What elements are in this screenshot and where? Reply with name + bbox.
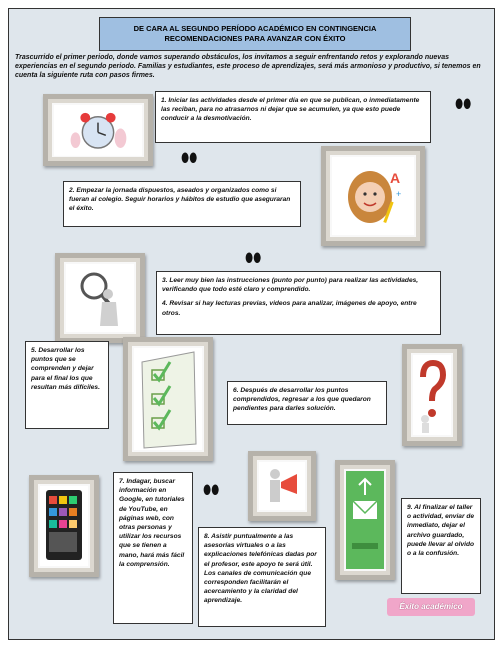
- footsteps-icon: ⬮⬮: [455, 96, 472, 111]
- infographic-page: [8, 8, 495, 640]
- title-line-2: RECOMENDACIONES PARA AVANZAR CON ÉXITO: [164, 34, 346, 43]
- student-girl-icon: [332, 157, 414, 235]
- email-icon: [346, 471, 384, 569]
- picture-frame-magnifier: [55, 253, 145, 343]
- tip-7-box: [113, 472, 193, 624]
- page-title: [99, 17, 411, 51]
- tip-1-text: 1. Iniciar las actividades desde el primer día en que se publican, o inmediatamente las reciban, para no atrasarnos ni dejar que se acumulen, ya que esto puede conducir a la desmotivación.: [161, 97, 420, 123]
- tip-5-text: 5. Desarrollar los puntos que se comprenden y dejar para el final los que resultan más difíciles.: [31, 347, 100, 391]
- picture-frame-checklist: [123, 337, 213, 461]
- tablet-icon: [40, 486, 88, 566]
- title-line-1: DE CARA AL SEGUNDO PERÍODO ACADÉMICO EN CONTINGENCIA: [133, 24, 377, 33]
- picture-frame-megaphone: [248, 451, 316, 521]
- tip-8-box: [198, 527, 326, 627]
- tip-1-box: [155, 91, 431, 143]
- tip-2-box: [63, 181, 301, 227]
- picture-frame-question: [402, 344, 462, 446]
- picture-frame-clock: [43, 94, 153, 166]
- picture-frame-email: [335, 460, 395, 580]
- megaphone-icon: [259, 462, 305, 510]
- tip-7-text: 7. Indagar, buscar información en Google, en tutoriales de YouTube, en páginas web, con otras personas y utilizar los recursos que se tienen a mano, hará más fácil la comprensión.: [119, 478, 185, 568]
- svg-text:A: A: [390, 170, 401, 186]
- tip-9-text: 9. Al finalizar el taller o actividad, enviar de inmediato, dejar el archivo guardado, puede llevar al olvido o a la confusión.: [407, 504, 475, 558]
- tip-8-text: 8. Asistir puntualmente a las asesorías virtuales o a las explicaciones telefónicas dadas por el profesor, este apoyo te será útil. Los canales de comunicación que corresponden facilitarán el acercamiento y la claridad del aprendizaje.: [204, 533, 317, 605]
- footsteps-icon: ⬮⬮: [245, 250, 262, 265]
- tip-6-text: 6. Después de desarrollar los puntos comprendidos, regresar a los que quedaron pendientes para darles solución.: [233, 387, 371, 413]
- picture-frame-student: [321, 146, 425, 246]
- picture-frame-tablet: [29, 475, 99, 577]
- tip-5-box: [25, 341, 109, 429]
- footsteps-icon: ⬮⬮: [203, 482, 220, 497]
- tip-2-text: 2. Empezar la jornada dispuestos, aseados y organizados como si fueran al colegio. Seguir horarios y hábitos de estudio que aseguraran el éxito.: [69, 187, 291, 213]
- checklist-icon: [134, 348, 202, 450]
- magnifying-glass-icon: [66, 264, 134, 332]
- tip-6-box: [227, 381, 387, 425]
- question-mark-icon: [413, 355, 451, 435]
- tip-3-4-box: [156, 271, 441, 335]
- tip-4-text: 4. Revisar si hay lecturas previas, videos para analizar, imágenes de apoyo, entre otros.: [162, 300, 417, 317]
- tip-9-box: [401, 498, 481, 594]
- tip-3-text: 3. Leer muy bien las instrucciones (punto por punto) para realizar las actividades, verificando que todo esté claro y comprendido.: [162, 277, 419, 294]
- intro-paragraph: Trascurrido el primer periodo, donde vamos superando obstáculos, los invitamos a seguir enfrentando retos y explorando nuevas experiencias en el segundo periodo. Familias y estudiantes, este proceso de aprendizajes, será más armonioso y productivo, si tenemos en cuenta la siguiente ruta con pasos firmes.: [15, 54, 481, 79]
- brand-badge: Éxito académico: [387, 598, 475, 616]
- footsteps-icon: ⬮⬮: [181, 150, 198, 165]
- svg-text:+: +: [396, 189, 402, 199]
- alarm-clock-icon: [54, 105, 142, 156]
